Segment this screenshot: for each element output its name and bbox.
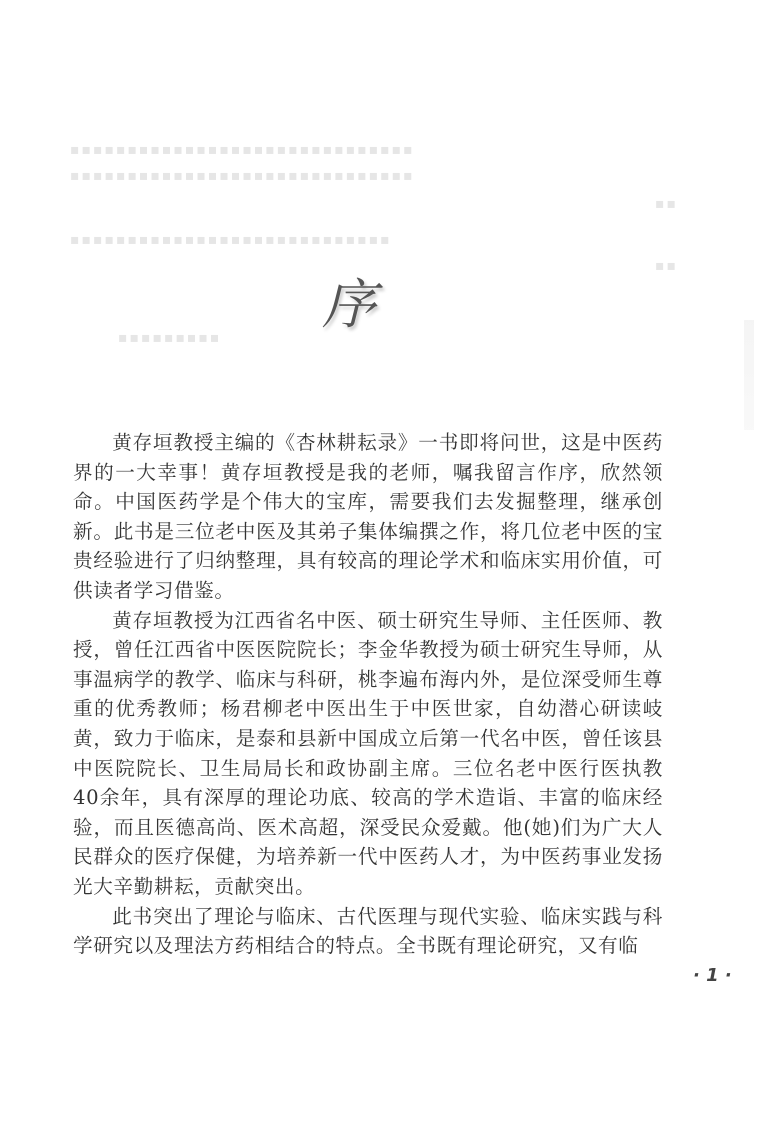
bleed-through-text: ▪▪ bbox=[655, 196, 678, 212]
bleed-through-text: ▪▪ bbox=[655, 258, 678, 274]
bleed-through-text: ▪▪▪▪▪▪▪▪▪▪▪▪▪▪▪▪▪▪▪▪▪▪▪▪▪▪▪▪ bbox=[70, 232, 392, 248]
paragraph: 黄存垣教授为江西省名中医、硕士研究生导师、主任医师、教授，曾任江西省中医医院院长；李金华教授为硕士研究生导师，从事温病学的教学、临床与科研，桃李遍布海内外，是位深受师生尊重的优秀教师；杨君柳老中医出生于中医世家，自幼潜心研读岐黄，致力于临床，是泰和县新中国成立后第一代名中医，曾任该县中医院院长、卫生局局长和政协副主席。三位名老中医行医执教40余年，具有深厚的理论功底、较高的学术造诣、丰富的临床经验，而且医德高尚、医术高超，深受民众爱戴。他(她)们为广大人民群众的医疗保健，为培养新一代中医药人才，为中医药事业发扬光大辛勤耕耘，贡献突出。 bbox=[73, 608, 663, 898]
paragraph: 此书突出了理论与临床、古代医理与现代实验、临床实践与科学研究以及理法方药相结合的特点。全书既有理论研究，又有临 bbox=[73, 904, 663, 958]
page-title: 序 bbox=[322, 273, 376, 336]
bleed-through-text: ▪▪▪▪▪▪▪▪▪▪▪▪▪▪▪▪▪▪▪▪▪▪▪▪▪▪▪▪▪▪ bbox=[70, 142, 415, 158]
bleed-through-signature: ▪▪▪▪▪▪▪▪▪ bbox=[118, 330, 222, 346]
paragraph: 黄存垣教授主编的《杏林耕耘录》一书即将问世，这是中医药界的一大幸事！黄存垣教授是我的老师，嘱我留言作序，欣然领命。中国医药学是个伟大的宝库，需要我们去发掘整理，继承创新。此书是三位老中医及其弟子集体编撰之作，将几位老中医的宝贵经验进行了归纳整理，具有较高的理论学术和临床实用价值，可供读者学习借鉴。 bbox=[73, 431, 663, 602]
adjacent-page-edge bbox=[744, 320, 754, 430]
bleed-through-text: ▪▪▪▪▪▪▪▪▪▪▪▪▪▪▪▪▪▪▪▪▪▪▪▪▪▪▪▪▪▪ bbox=[70, 168, 415, 184]
preface-body bbox=[73, 428, 663, 961]
page-number: · 1 · bbox=[693, 965, 732, 986]
